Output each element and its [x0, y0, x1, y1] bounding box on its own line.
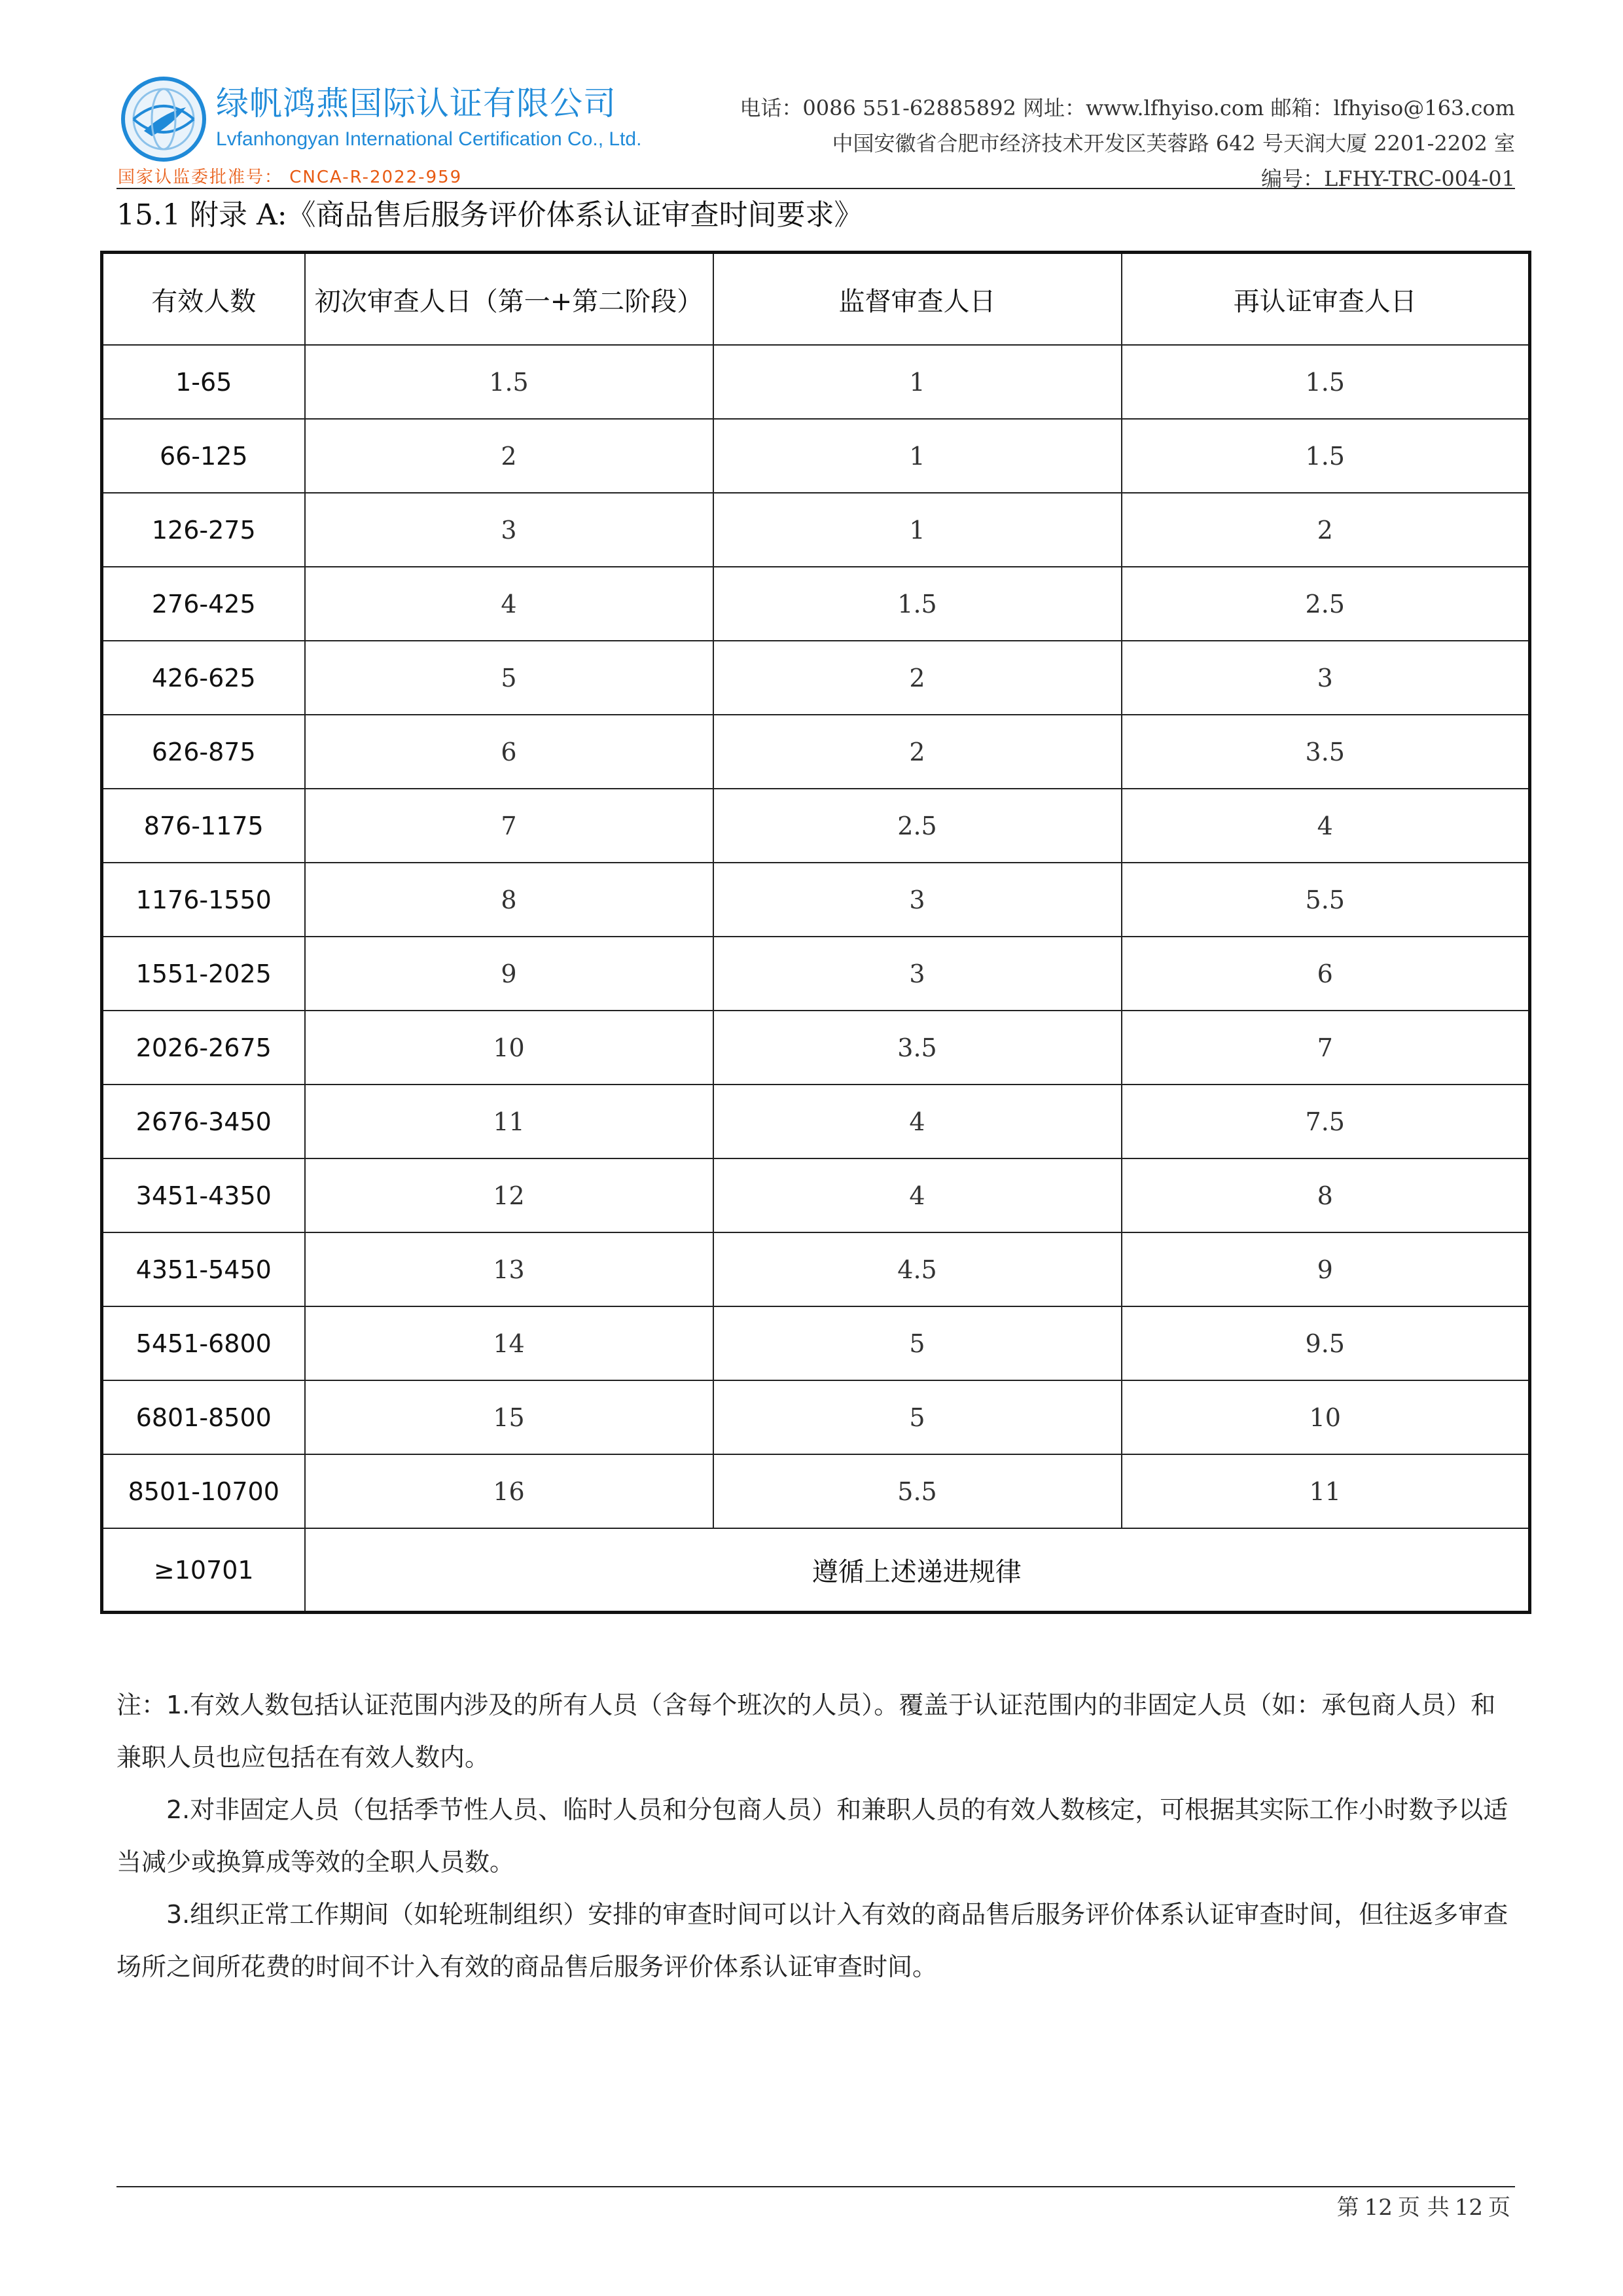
table-cell: 16: [305, 1454, 713, 1528]
table-cell: 10: [1122, 1380, 1530, 1454]
table-cell: 11: [1122, 1454, 1530, 1528]
table-cell: 9: [1122, 1232, 1530, 1306]
table-cell: 8501-10700: [102, 1454, 305, 1528]
total-pages: 12: [1454, 2195, 1483, 2221]
table-cell: 4: [305, 567, 713, 641]
table-row: [102, 863, 1530, 937]
column-header: 有效人数: [102, 253, 305, 346]
current-page: 12: [1364, 2195, 1393, 2221]
table-cell: 4: [713, 1085, 1122, 1158]
table-cell: 3: [1122, 641, 1530, 715]
table-cell: 3: [713, 863, 1122, 937]
column-header: 初次审查人日（第一+第二阶段）: [305, 253, 713, 346]
table-cell: 5: [713, 1306, 1122, 1380]
table-cell: 426-625: [102, 641, 305, 715]
table-cell: 1.5: [1122, 345, 1530, 419]
page-number: [1334, 2189, 1513, 2221]
page-mid: 页 共: [1397, 2195, 1450, 2221]
table-cell: 3451-4350: [102, 1158, 305, 1232]
table-row: [102, 1454, 1530, 1528]
table-row: [102, 567, 1530, 641]
note-3: 3.组织正常工作期间（如轮班制组织）安排的审查时间可以计入有效的商品售后服务评价体系认证审查时间，但往返多审查场所之间所花费的时间不计入有效的商品售后服务评价体系认证审查时间。: [116, 1900, 1508, 1981]
table-row: [102, 1011, 1530, 1085]
table-cell: 7.5: [1122, 1085, 1530, 1158]
table-cell: 3: [305, 493, 713, 567]
table-cell: 1.5: [713, 567, 1122, 641]
table-cell: 276-425: [102, 567, 305, 641]
company-name-cn: 绿帆鸿燕国际认证有限公司: [216, 84, 616, 122]
table-cell: 2: [305, 419, 713, 493]
table-header-row: [102, 253, 1530, 346]
table-row: [102, 937, 1530, 1011]
table-row: [102, 715, 1530, 789]
table-row-final: [102, 1528, 1530, 1613]
table-cell: 2676-3450: [102, 1085, 305, 1158]
page-prefix: 第: [1336, 2195, 1359, 2221]
table-cell: 14: [305, 1306, 713, 1380]
table-cell: 1: [713, 345, 1122, 419]
table-cell: 8: [305, 863, 713, 937]
address-line: 中国安徽省合肥市经济技术开发区芙蓉路 642 号天润大厦 2201-2202 室: [832, 131, 1515, 156]
document-code: 编号：LFHY-TRC-004-01: [1261, 166, 1515, 191]
notes-section: [116, 1679, 1515, 1993]
note-2: 2.对非固定人员（包括季节性人员、临时人员和分包商人员）和兼职人员的有效人数核定，可根据其实际工作小时数予以适当减少或换算成等效的全职人员数。: [116, 1795, 1508, 1876]
table-cell: 9: [305, 937, 713, 1011]
table-cell: 4: [1122, 789, 1530, 863]
header-divider: [116, 188, 1515, 189]
table-row: [102, 493, 1530, 567]
table-cell: 1: [713, 493, 1122, 567]
table-cell: 3.5: [713, 1011, 1122, 1085]
table-cell: 5: [713, 1380, 1122, 1454]
table-cell: 876-1175: [102, 789, 305, 863]
table-row: [102, 789, 1530, 863]
table-cell: 3: [713, 937, 1122, 1011]
table-cell: 1.5: [305, 345, 713, 419]
table-row: [102, 1085, 1530, 1158]
approval-number: 国家认监委批准号： CNCA-R-2022-959: [118, 168, 463, 187]
table-cell: 4351-5450: [102, 1232, 305, 1306]
table-cell: 5: [305, 641, 713, 715]
table-cell: 6: [1122, 937, 1530, 1011]
table-cell: 5451-6800: [102, 1306, 305, 1380]
table-row: [102, 641, 1530, 715]
table-cell: 4.5: [713, 1232, 1122, 1306]
table-cell: 7: [1122, 1011, 1530, 1085]
table-row: [102, 1380, 1530, 1454]
table-cell: 9.5: [1122, 1306, 1530, 1380]
table-cell: 1: [713, 419, 1122, 493]
table-cell: 626-875: [102, 715, 305, 789]
table-row: [102, 1232, 1530, 1306]
table-cell-merged: 遵循上述递进规律: [305, 1528, 1530, 1613]
table-cell: 13: [305, 1232, 713, 1306]
column-header: 再认证审查人日: [1122, 253, 1530, 346]
table-row: [102, 345, 1530, 419]
table-cell: 12: [305, 1158, 713, 1232]
table-row: [102, 1306, 1530, 1380]
table-cell: 6: [305, 715, 713, 789]
table-cell: 2: [1122, 493, 1530, 567]
table-cell: 8: [1122, 1158, 1530, 1232]
globe-logo-icon: [118, 73, 209, 165]
table-cell: 2.5: [1122, 567, 1530, 641]
section-title: 15.1 附录 A:《商品售后服务评价体系认证审查时间要求》: [116, 198, 863, 232]
table-cell: 1551-2025: [102, 937, 305, 1011]
table-cell: 3.5: [1122, 715, 1530, 789]
table-cell: 4: [713, 1158, 1122, 1232]
contact-line: 电话：0086 551-62885892 网址：www.lfhyiso.com 邮箱：lfhyiso@163.com: [740, 96, 1515, 120]
footer-divider: [116, 2186, 1515, 2187]
table-cell: 2: [713, 641, 1122, 715]
table-cell: 15: [305, 1380, 713, 1454]
table-row: [102, 419, 1530, 493]
note-1: 注：1.有效人数包括认证范围内涉及的所有人员（含每个班次的人员）。覆盖于认证范围内的非固定人员（如：承包商人员）和兼职人员也应包括在有效人数内。: [116, 1691, 1496, 1772]
table-cell: 7: [305, 789, 713, 863]
table-cell: 126-275: [102, 493, 305, 567]
column-header: 监督审查人日: [713, 253, 1122, 346]
table-cell: 6801-8500: [102, 1380, 305, 1454]
table-cell: 66-125: [102, 419, 305, 493]
table-cell: 1176-1550: [102, 863, 305, 937]
table-cell: 1.5: [1122, 419, 1530, 493]
table-cell: 2: [713, 715, 1122, 789]
page-suffix: 页: [1488, 2195, 1510, 2221]
table-cell: 2026-2675: [102, 1011, 305, 1085]
contact-block: [740, 90, 1515, 196]
table-cell: 2.5: [713, 789, 1122, 863]
table-cell: 5.5: [713, 1454, 1122, 1528]
table-cell: 1-65: [102, 345, 305, 419]
table-cell: 11: [305, 1085, 713, 1158]
table-cell: 10: [305, 1011, 713, 1085]
audit-time-table: [100, 251, 1531, 1614]
table-row: [102, 1158, 1530, 1232]
table-cell: 5.5: [1122, 863, 1530, 937]
table-cell: ≥10701: [102, 1528, 305, 1613]
company-name-en: Lvfanhongyan International Certification Co., Ltd.: [216, 128, 642, 150]
